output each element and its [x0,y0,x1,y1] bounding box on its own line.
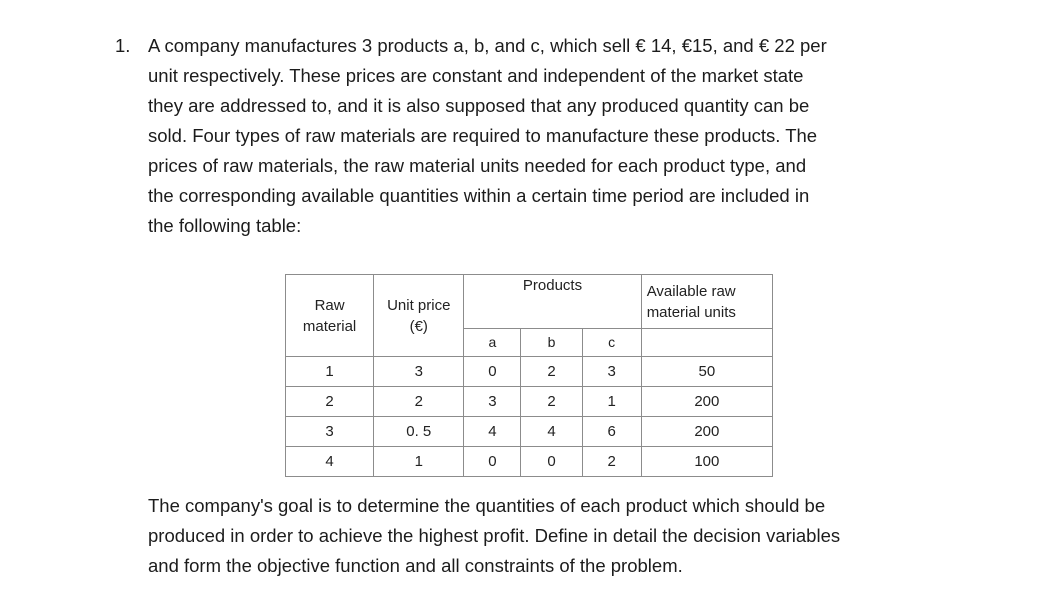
product-a-cell: 3 [464,387,521,417]
raw-materials-table [285,274,773,477]
product-label-a [464,329,521,357]
available-subheader-blank [641,329,772,357]
product-c-cell: 3 [582,357,641,387]
intro-line: they are addressed to, and it is also supposed that any produced quantity can be [148,95,810,116]
product-c-cell: 1 [582,387,641,417]
available-header-line1: Available raw [646,282,736,300]
product-b-cell: 2 [521,357,582,387]
outro-line: and form the objective function and all constraints of the problem. [148,555,683,576]
intro-line: A company manufactures 3 products a, b, and c, which sell € 14, €15, and € 22 per [148,35,827,56]
intro-line: prices of raw materials, the raw material units needed for each product type, and [148,155,807,176]
problem-number: 1. [115,35,131,56]
product-label-text: a [488,334,497,350]
product-label-b [521,329,582,357]
raw-material-header-line1: Raw [314,296,345,314]
intro-line: sold. Four types of raw materials are required to manufacture these products. The [148,125,818,146]
raw-material-header [286,275,374,357]
product-b-cell: 0 [521,447,582,477]
available-cell: 100 [641,447,772,477]
table-row [286,387,773,417]
product-c-cell: 6 [582,417,641,447]
raw-material-header-line2: material [302,317,357,335]
product-label-c [582,329,641,357]
product-c-cell: 2 [582,447,641,477]
product-label-text: b [547,334,556,350]
table-header-row [286,275,773,329]
available-units-header [641,275,772,329]
outro-line: The company's goal is to determine the quantities of each product which should be [148,495,826,516]
available-cell: 200 [641,387,772,417]
unit-price-header-line1: Unit price [387,296,451,314]
price-cell: 3 [374,357,464,387]
problem-goal-paragraph [148,491,840,581]
available-header-line2: material units [646,303,736,321]
material-cell: 1 [286,357,374,387]
product-label-text: c [608,334,616,350]
product-b-cell: 2 [521,387,582,417]
product-a-cell: 0 [464,447,521,477]
outro-line: produced in order to achieve the highest profit. Define in detail the decision variables [148,525,841,546]
products-header-label: Products [522,277,583,294]
available-cell: 200 [641,417,772,447]
problem-intro-paragraph [148,31,827,241]
product-a-cell: 0 [464,357,521,387]
table-row [286,417,773,447]
intro-line: unit respectively. These prices are constant and independent of the market state [148,65,804,86]
price-cell: 1 [374,447,464,477]
products-header [464,275,641,329]
unit-price-header [374,275,464,357]
table-row [286,357,773,387]
product-b-cell: 4 [521,417,582,447]
unit-price-header-line2: (€) [409,317,428,335]
available-cell: 50 [641,357,772,387]
material-cell: 4 [286,447,374,477]
product-a-cell: 4 [464,417,521,447]
price-cell: 0. 5 [374,417,464,447]
intro-line: the corresponding available quantities within a certain time period are included in [148,185,810,206]
table-row [286,447,773,477]
price-cell: 2 [374,387,464,417]
material-cell: 2 [286,387,374,417]
intro-line: the following table: [148,215,302,236]
material-cell: 3 [286,417,374,447]
